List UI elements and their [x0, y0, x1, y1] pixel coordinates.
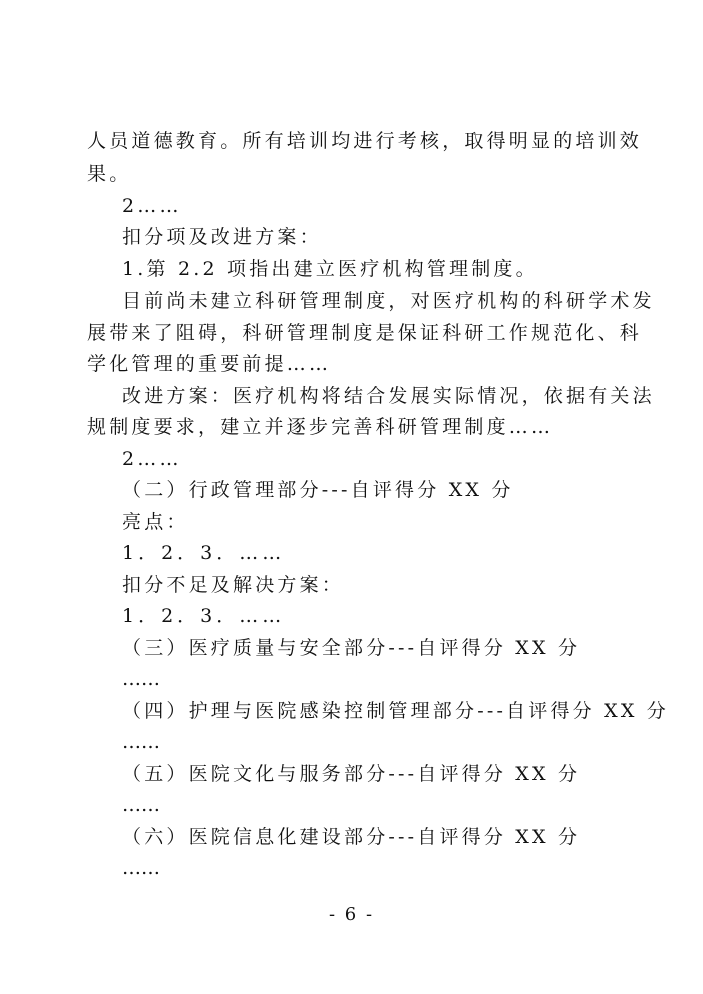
- list-item: 2……: [122, 195, 182, 217]
- section-heading: （四）护理与医院感染控制管理部分---自评得分 XX 分: [122, 700, 669, 722]
- list-item: 2……: [122, 448, 182, 470]
- paragraph-line: 目前尚未建立科研管理制度，对医疗机构的科研学术发: [122, 290, 655, 312]
- section-label: 扣分项及改进方案：: [122, 226, 322, 248]
- section-label: 亮点：: [122, 511, 189, 533]
- section-heading: （二）行政管理部分---自评得分 XX 分: [122, 479, 514, 501]
- list-item: 1.第 2.2 项指出建立医疗机构管理制度。: [122, 258, 538, 280]
- ellipsis-line: ……: [122, 668, 160, 690]
- ellipsis-line: ……: [122, 794, 160, 816]
- section-heading: （三）医疗质量与安全部分---自评得分 XX 分: [122, 637, 581, 659]
- paragraph-line: 展带来了阻碍，科研管理制度是保证科研工作规范化、科: [87, 322, 643, 344]
- ellipsis-line: ……: [122, 857, 160, 879]
- paragraph-line: 改进方案：医疗机构将结合发展实际情况，依据有关法: [122, 385, 655, 407]
- paragraph-line: 学化管理的重要前提……: [87, 353, 332, 375]
- section-label: 扣分不足及解决方案：: [122, 574, 345, 596]
- paragraph-line: 果。: [87, 163, 132, 185]
- list-item: 1．2．3．……: [122, 605, 286, 627]
- page-number: - 6 -: [328, 904, 375, 925]
- section-heading: （五）医院文化与服务部分---自评得分 XX 分: [122, 763, 581, 785]
- paragraph-line: 规制度要求，建立并逐步完善科研管理制度……: [87, 416, 554, 438]
- section-heading: （六）医院信息化建设部分---自评得分 XX 分: [122, 826, 581, 848]
- ellipsis-line: ……: [122, 731, 160, 753]
- paragraph-line: 人员道德教育。所有培训均进行考核，取得明显的培训效: [87, 130, 643, 152]
- list-item: 1．2．3．……: [122, 542, 286, 564]
